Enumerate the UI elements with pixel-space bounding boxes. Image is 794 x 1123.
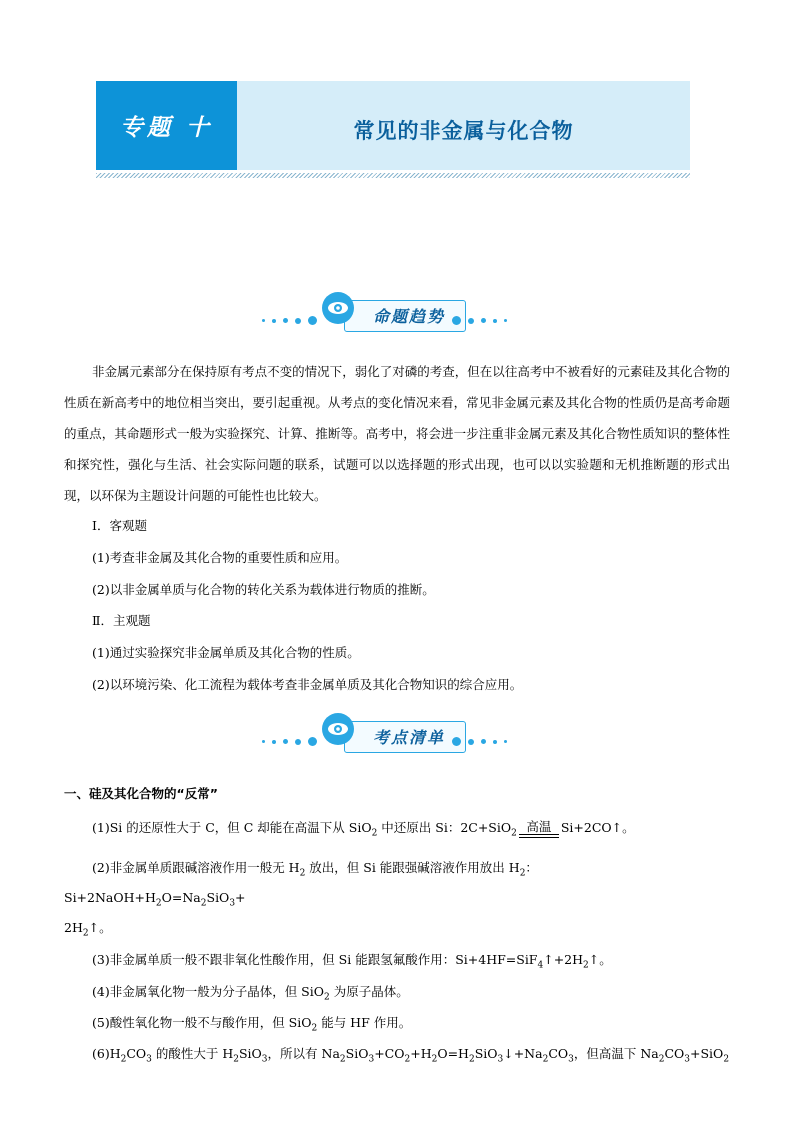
list-item-2-equation: $Si+2NaOH+H_2O=Na_2SiO_3+$ bbox=[64, 890, 246, 909]
list-item-2-equation-cont: $2H_2↑$。 bbox=[64, 920, 112, 939]
list-item-3: (3)非金属单质一般不跟非氧化性酸作用，但 Si 能跟氢氟酸作用：$Si+4HF=SiF_4↑+2H_2↑$。 bbox=[92, 952, 612, 971]
objective-item-1: (1)考查非金属及其化合物的重要性质和应用。 bbox=[92, 550, 348, 565]
section-label-list: 考点清单 bbox=[372, 727, 445, 747]
list-item-6: $(6)H_2CO_3$ 的酸性大于 $H_2SiO_3$，所以有 $Na_2SiO_3+CO_2+H_2O=H_2SiO_3↓+Na_2CO_3$，但高温下 $Na_2CO_3+SiO_2$ bbox=[92, 1046, 730, 1065]
topic-tag: 专题 十 bbox=[96, 81, 237, 170]
subjective-item-1: (1)通过实验探究非金属单质及其化合物的性质。 bbox=[92, 645, 360, 660]
page-title: 常见的非金属与化合物 bbox=[353, 118, 574, 143]
reaction-condition: 高温 bbox=[519, 820, 559, 838]
dots-right bbox=[452, 316, 507, 325]
section-label-trend: 命题趋势 bbox=[372, 306, 445, 326]
subjective-heading: Ⅱ．主观题 bbox=[92, 613, 151, 628]
section-badge-list bbox=[252, 713, 542, 759]
list-item-5: (5)酸性氧化物一般不与酸作用，但 SiO$_2$ 能与 HF 作用。 bbox=[92, 1015, 412, 1034]
dots-left bbox=[262, 737, 317, 746]
eye-icon bbox=[322, 713, 354, 745]
dots-right bbox=[452, 737, 507, 746]
dots-left bbox=[262, 316, 317, 325]
objective-heading: Ⅰ．客观题 bbox=[92, 518, 147, 533]
subjective-item-2: (2)以环境污染、化工流程为载体考查非金属单质及其化合物知识的综合应用。 bbox=[92, 677, 523, 692]
header-divider bbox=[96, 173, 690, 178]
eye-icon bbox=[322, 292, 354, 324]
section-badge-trend bbox=[252, 292, 542, 338]
list-item-2: (2)非金属单质跟碱溶液作用一般无 $H_2$ 放出，但 Si 能跟强碱溶液作用放出 $H_2$： bbox=[92, 860, 538, 879]
list-item-4: (4)非金属氧化物一般为分子晶体，但 SiO$_2$ 为原子晶体。 bbox=[92, 984, 409, 1003]
list-item-1: (1)Si 的还原性大于 C，但 C 却能在高温下从 SiO$_2$ 中还原出 Si：2C+SiO$_2$ 高温 Si+2CO↑。 bbox=[92, 818, 635, 839]
trend-paragraph: 非金属元素部分在保持原有考点不变的情况下，弱化了对磷的考查，但在以往高考中不被看好的元素硅及其化合物的性质在新高考中的地位相当突出，要引起重视。从考点的变化情况来看，常见非金属元素及其化合物的性质仍是高考命题的重点，其命题形式一般为实验探究、计算、推断等。高考中，将会进一步注重非金属元素及其化合物性质知识的整体性和探究性，强化与生活、社会实际问题的联系，试题可以以选择题的形式出现，也可以以实验题和无机推断题的形式出现，以环保为主题设计问题的可能性也比较大。 bbox=[64, 364, 730, 503]
objective-item-2: (2)以非金属单质与化合物的转化关系为载体进行物质的推断。 bbox=[92, 582, 435, 597]
list-heading: 一、硅及其化合物的“反常” bbox=[64, 786, 218, 801]
